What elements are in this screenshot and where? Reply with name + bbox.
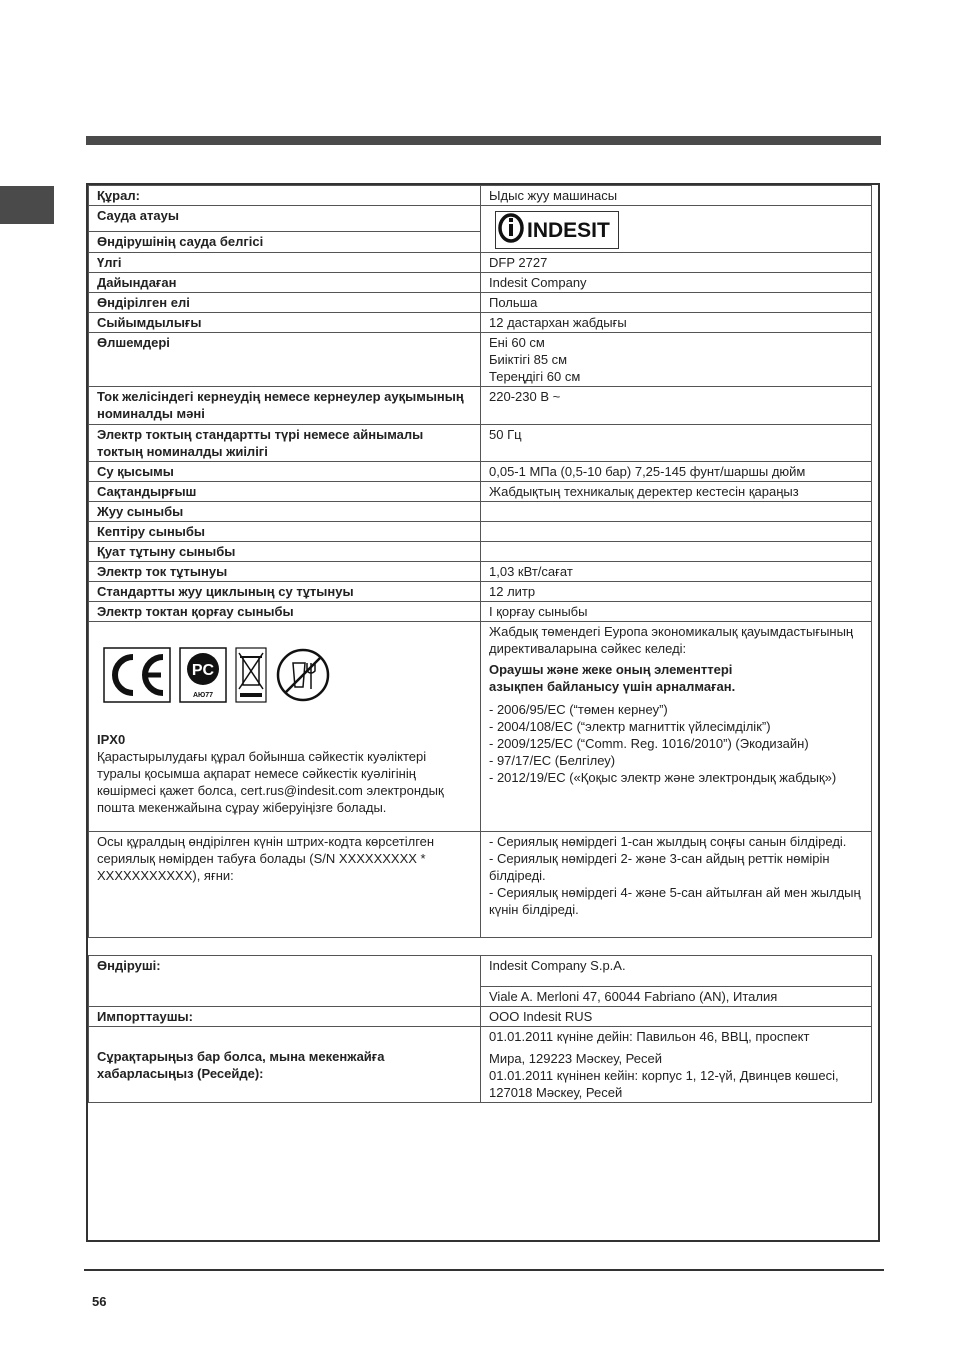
inquiries-line3: 01.01.2011 күнінен кейін: корпус 1, 12-үй, Двинцев көшесі, 127018 Мәскеу, Ресей: [489, 1068, 839, 1100]
weee-bin-icon: [235, 647, 267, 703]
directive-item: - 2009/125/EC (“Comm. Reg. 1016/2010”) (Экодизайн): [489, 736, 809, 751]
spec-value: [481, 542, 872, 562]
table-row: [89, 522, 872, 542]
importer-label: Импорттаушы:: [89, 1007, 481, 1027]
certification-cell: [89, 622, 481, 832]
table-row: [89, 425, 872, 462]
compliance-cell: [481, 622, 872, 832]
producer-name: Indesit Company S.p.A.: [481, 956, 872, 987]
table-row: [89, 273, 872, 293]
table-row: [89, 482, 872, 502]
directive-item: - 2004/108/EC (“электр магниттік үйлесімділік”): [489, 719, 771, 734]
contacts-table: [88, 955, 872, 1103]
dimension-depth: Тереңдігі 60 см: [489, 369, 581, 384]
certification-marks: [103, 647, 472, 703]
spec-label: Өлшемдері: [89, 333, 481, 387]
spec-value: Ыдыс жуу машинасы: [481, 186, 872, 206]
packaging-note-line2: азықпен байланысу үшін арналмаған.: [489, 679, 736, 694]
spec-table: [88, 185, 872, 938]
svg-text:PC: PC: [191, 662, 215, 679]
serial-line: - Сериялық нөмірдегі 4- және 5-сан айтылған ай мен жылдың күнін білдіреді.: [489, 885, 861, 917]
certification-info: Қарастырылудағы құрал бойынша сәйкестік куәліктері туралы қосымша ақпарат немесе сәйкестік куәлігінің көшірмесі қажет болса, cert.rus@indesit.com электрондық пошта мекенжайына сұрау жіберуіңізге болады.: [97, 749, 444, 815]
table-row: [89, 253, 872, 273]
serial-description: Осы құралдың өндірілген күнін штрих-кодта көрсетілген сериялық нөмірден табуға болады (S/N XXXXXXXXX * XXXXXXXXXXX), яғни:: [89, 832, 481, 938]
pct-mark-icon: [179, 647, 227, 703]
spec-label: Ток желісіндегі кернеудің немесе кернеулер ауқымының номиналды мәні: [89, 387, 481, 425]
table-row: [89, 602, 872, 622]
directive-item: - 2012/19/EC («Қоқыс электр және электрондық жабдық»): [489, 770, 837, 785]
table-row: [89, 387, 872, 425]
page-number: 56: [92, 1294, 107, 1309]
table-row: [89, 206, 872, 232]
inquiries-line1: 01.01.2011 күніне дейін: Павильон 46, ВВЦ, проспект: [489, 1029, 810, 1044]
indesit-logo-icon: [496, 212, 618, 244]
table-row: [89, 832, 872, 938]
directive-item: - 2006/95/EC (“төмен кернеу”): [489, 702, 668, 717]
spec-value: Indesit Company: [481, 273, 872, 293]
table-row: [89, 462, 872, 482]
spec-label: Кептіру сыныбы: [89, 522, 481, 542]
spec-value: DFP 2727: [481, 253, 872, 273]
spec-label: Дайындаған: [89, 273, 481, 293]
ce-mark-icon: [103, 647, 171, 703]
spec-label: Су қысымы: [89, 462, 481, 482]
producer-label: Өндіруші:: [89, 956, 481, 1007]
table-row: [89, 293, 872, 313]
spec-value: 12 дастархан жабдығы: [481, 313, 872, 333]
spec-label: Өндірушінің сауда белгісі: [89, 232, 481, 253]
dimension-height: Биіктігі 85 см: [489, 352, 568, 367]
importer-value: ООО Indesit RUS: [481, 1007, 872, 1027]
not-food-contact-icon: [275, 647, 331, 703]
spec-value: 1,03 кВт/сағат: [481, 562, 872, 582]
spec-label: Электр токтан қорғау сыныбы: [89, 602, 481, 622]
spec-value: 50 Гц: [481, 425, 872, 462]
compliance-text: Жабдық төмендегі Еуропа экономикалық қауымдастығының директиваларына сәйкес келеді:: [489, 624, 854, 656]
header-bar: [86, 136, 881, 145]
logo-text: INDESIT: [527, 219, 610, 242]
serial-explanation: [481, 832, 872, 938]
inquiries-address: [481, 1027, 872, 1103]
spec-value: Жабдықтың техникалық деректер кестесін қараңыз: [481, 482, 872, 502]
table-row: [89, 542, 872, 562]
spec-label: Сақтандырғыш: [89, 482, 481, 502]
section-tab: [0, 186, 54, 224]
spec-value: [481, 333, 872, 387]
dimension-width: Ені 60 см: [489, 335, 545, 350]
table-row: [89, 582, 872, 602]
spec-label: Қуат тұтыну сыныбы: [89, 542, 481, 562]
table-row: [89, 1007, 872, 1027]
packaging-note-line1: Ораушы және жеке оның элементтері: [489, 662, 733, 677]
producer-address: Viale A. Merloni 47, 60044 Fabriano (AN), Италия: [481, 987, 872, 1007]
serial-line: - Сериялық нөмірдегі 1-сан жылдың соңғы санын білдіреді.: [489, 834, 847, 849]
spec-label: Үлгі: [89, 253, 481, 273]
spec-value: Польша: [481, 293, 872, 313]
table-row: [89, 562, 872, 582]
ipx-rating: IPX0: [97, 732, 126, 747]
spec-label: Сыйымдылығы: [89, 313, 481, 333]
table-row: [89, 956, 872, 987]
spec-value: [481, 502, 872, 522]
spec-label: Өндірілген елі: [89, 293, 481, 313]
spec-label: Құрал:: [89, 186, 481, 206]
spec-value: I қорғау сыныбы: [481, 602, 872, 622]
packaging-note: [489, 661, 863, 695]
directive-item: - 97/17/EC (Белгілеу): [489, 753, 616, 768]
brand-cell: [481, 206, 872, 253]
serial-line: - Сериялық нөмірдегі 2- және 3-сан айдың реттік нөмірін білдіреді.: [489, 851, 830, 883]
footer-rule: [84, 1269, 884, 1271]
spec-label: Сауда атауы: [89, 206, 481, 232]
table-row: [89, 502, 872, 522]
spec-value: 0,05-1 МПа (0,5-10 бар) 7,25-145 фунт/шаршы дюйм: [481, 462, 872, 482]
table-row: [89, 313, 872, 333]
spec-value: 12 литр: [481, 582, 872, 602]
pct-code: АЮ77: [192, 692, 214, 699]
spec-label: Стандартты жуу циклының су тұтынуы: [89, 582, 481, 602]
inquiries-label: Сұрақтарыңыз бар болса, мына мекенжайға хабарласыңыз (Ресейде):: [89, 1027, 481, 1103]
spec-label: Электр ток тұтынуы: [89, 562, 481, 582]
indesit-logo: [495, 211, 619, 249]
inquiries-line2: Мира, 129223 Мәскеу, Ресей: [489, 1051, 662, 1066]
spec-value: [481, 522, 872, 542]
table-row: [89, 622, 872, 832]
table-row: [89, 1027, 872, 1103]
spec-value: 220-230 В ~: [481, 387, 872, 425]
table-row: [89, 186, 872, 206]
table-row: [89, 333, 872, 387]
spec-label: Жуу сыныбы: [89, 502, 481, 522]
spec-label: Электр токтың стандартты түрі немесе айнымалы токтың номиналды жиілігі: [89, 425, 481, 462]
